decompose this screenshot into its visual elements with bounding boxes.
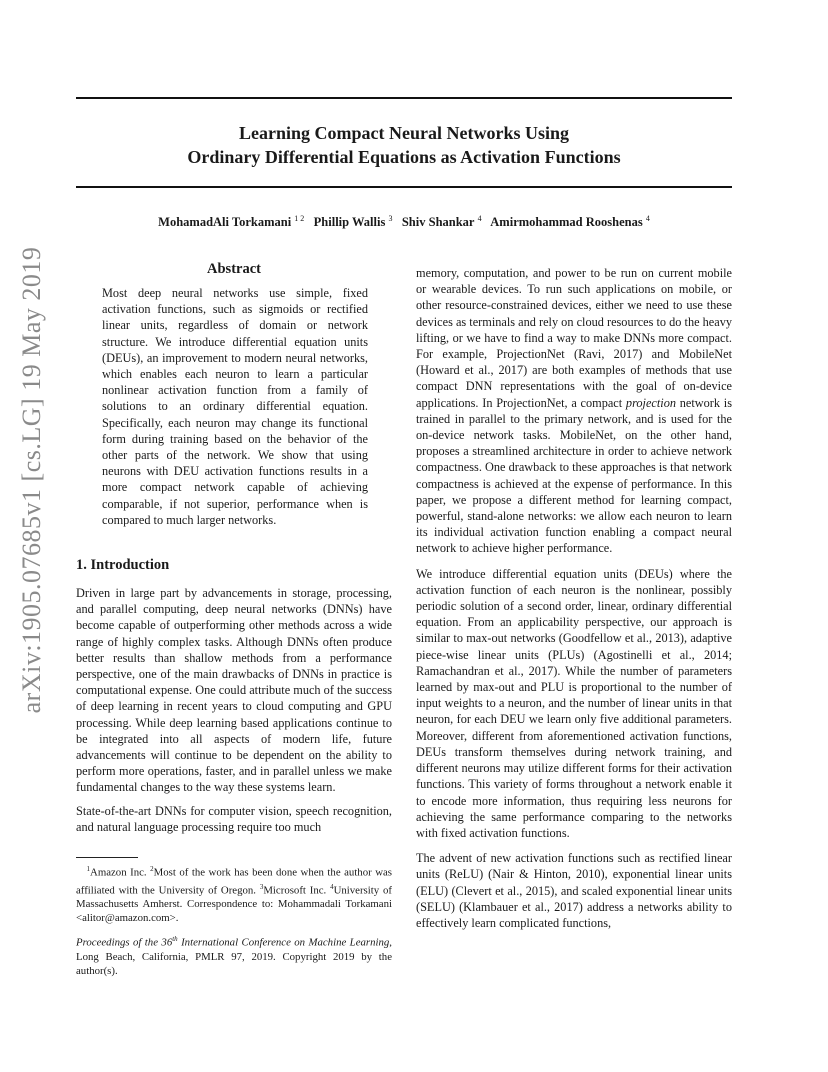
footnote-text: Amazon Inc. [90, 866, 151, 879]
author-name: Shiv Shankar [401, 215, 475, 230]
author-name: MohamadAli Torkamani [158, 215, 292, 230]
intro-paragraph-2: State-of-the-art DNNs for computer vision, speech recognition, and natural language processing require too much [76, 803, 392, 834]
right-paragraph-1-text: network is trained in parallel to the primary network, and is used for the on-device network tasks. MobileNet, on the other hand, proposes a streamlined architecture in order to achieve network compactness. One drawback to these approaches is that network compactness is achieved at the expense of performance. In this paper, we propose a different method for learning compact, powerful, stand-alone networks: we allow each neuron to learn its individual activation function enabling a compact neural network to achieve higher performance. [416, 395, 732, 556]
affiliation-footnote [76, 862, 392, 925]
right-paragraph-1-text: memory, computation, and power to be run on current mobile or wearable devices. To run such applications on mobile, or other resource-constrained devices, either we need to use these devices as terminals and rely on cloud resources to do the heavy lifting, or we have to find a way to make DNNs more compact. For example, ProjectionNet (Ravi, 2017) and MobileNet (Howard et al., 2017) are both examples of methods that use compact DNN representations with the goal of on-device applications. In ProjectionNet, a compact [416, 266, 732, 410]
author-affiliation: 4 [645, 214, 650, 223]
title-bottom-rule [76, 186, 732, 188]
proceedings-italic: Proceedings of the 36 [76, 936, 173, 949]
intro-paragraph-1: Driven in large part by advancements in storage, processing, and parallel computing, deep neural networks (DNNs) have become capable of outperforming other methods across a wide range of highly complex tasks. Although DNNs often produce better results than shallow methods from a performance perspective, one of the main drawbacks of DNNs in practice is computational expense. One could attribute much of the success of deep learning in recent years to cloud computing and GPU processing. While deep learning based applications continue to be integrated into all aspects of modern life, future advancements will continue to be dependent on the ability to perform more operations, faster, and in parallel unless we make fundamental changes to the way these systems learn. [76, 586, 392, 795]
title-line-2: Ordinary Differential Equations as Activation Functions [187, 147, 621, 167]
proceedings-italic: International Conference on Machine Learning [177, 936, 390, 949]
author-affiliation: 4 [477, 214, 482, 223]
footnote-mark: 4 [330, 882, 334, 891]
abstract-body [102, 285, 368, 535]
author-affiliation: 3 [388, 214, 393, 223]
paper-title [76, 121, 732, 169]
author-name: Amirmohammad Rooshenas [490, 215, 643, 230]
footnote-mark: 3 [259, 882, 264, 891]
proceedings-note [76, 932, 392, 978]
right-paragraph-1 [416, 265, 732, 557]
right-paragraph-3: The advent of new activation functions such as rectified linear units (ReLU) (Nair & Hinton, 2010), exponential linear units (ELU) (Clevert et al., 2015), and scaled exponential linear units (SELU) (Klambauer et al., 2017) address a networks ability to effectively learn complicated functions, [416, 851, 732, 930]
right-paragraph-1-emphasis: projection [625, 395, 677, 410]
arxiv-stamp: arXiv:1905.07685v1 [cs.LG] 19 May 2019 [17, 246, 46, 714]
introduction-body [76, 585, 392, 842]
title-line-1: Learning Compact Neural Networks Using [239, 123, 569, 143]
author-name: Phillip Wallis [313, 215, 386, 230]
title-top-rule [76, 97, 732, 99]
footnote-text: Most of the work has been done when the author was affiliated with the University of Oregon. [76, 866, 392, 897]
right-column-body [416, 265, 732, 938]
footnote-text: Microsoft Inc. [263, 884, 331, 897]
footnote-rule [76, 857, 138, 858]
proceedings-ordinal: th [172, 935, 178, 943]
abstract-text: Most deep neural networks use simple, fixed activation functions, such as sigmoids or rectified linear units, regardless of domain or network structure. We introduce differential equation units (DEUs), an improvement to modern neural networks, which enables each neuron to learn a particular nonlinear activation function from a family of solutions to an ordinary differential equation. Specifically, each neuron may change its functional form during training based on the behavior of the other parts of the network. We show that using neurons with DEU activation functions results in a more compact network capable of achieving comparable, if not superior, performance when is compared to much larger networks. [102, 286, 368, 527]
footnote-mark: 1 [86, 865, 91, 873]
proceedings-text: , Long Beach, California, PMLR 97, 2019. Copyright 2019 by the author(s). [76, 936, 392, 977]
abstract-heading: Abstract [207, 261, 261, 277]
right-paragraph-2: We introduce differential equation units (DEUs) where the activation function of each neuron is the nonlinear, possibly periodic solution of a second order, linear, ordinary differential equation. From an applicability perspective, our approach is similar to max-out networks (Goodfellow et al., 2013), adaptive piece-wise linear units (PLUs) (Agostinelli et al., 2014; Ramachandran et al., 2017). While the number of parameters learned by max-out and PLU is proportional to the number of input weights to a neuron, and the number of linear units in that neuron, for each DEU we learn only five additional parameters. Moreover, different from aforementioned activation functions, DEUs transform themselves during network training, and different neurons may utilize different forms for their activation functions. This variety of forms throughout a network enable it to encode more information, thus requiring less neurons for achieving the same performance comparing to the networks with fixed activation functions. [416, 566, 732, 840]
footnote-mark: 2 [150, 865, 154, 873]
introduction-heading: 1. Introduction [76, 557, 170, 573]
author-affiliation: 1 2 [294, 214, 305, 223]
footnote-text: University of Massachusetts Amherst. Correspondence to: Mohammadali Torkamani <alitor@amazon.com>. [76, 884, 392, 925]
author-list [76, 214, 732, 230]
